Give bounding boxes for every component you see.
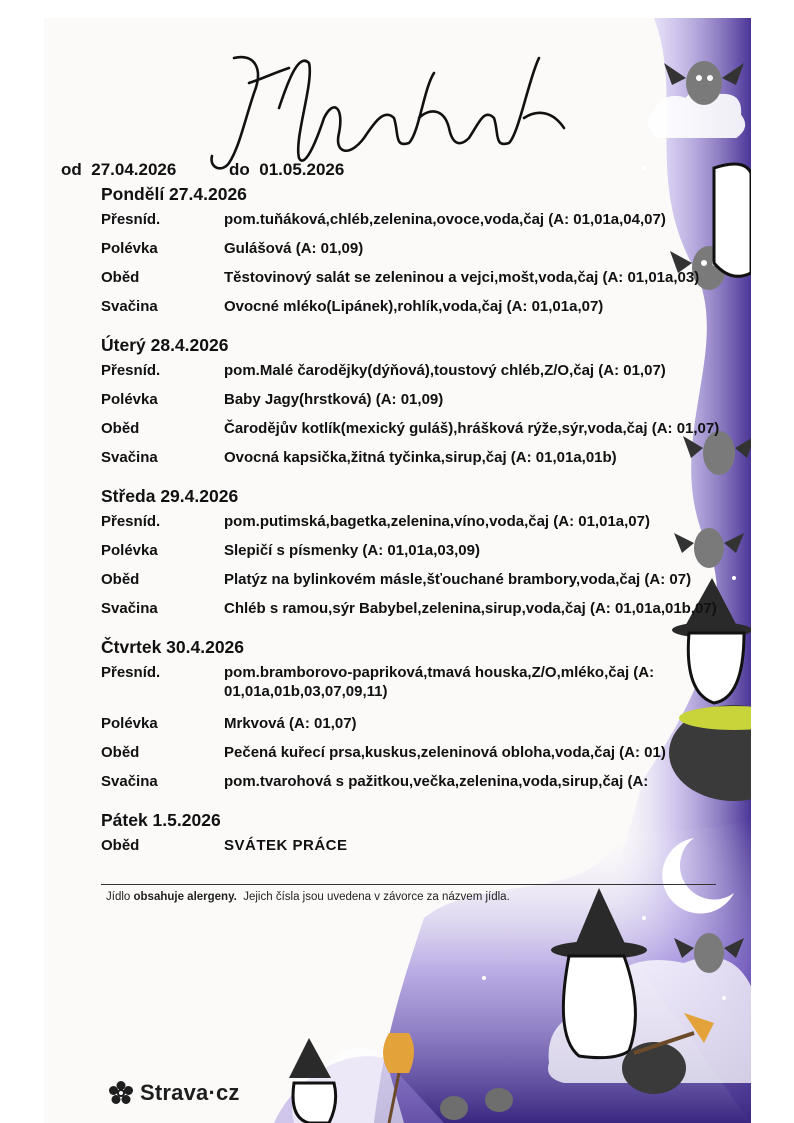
footnote-bold: obsahuje alergeny. <box>133 891 237 903</box>
from-date: 27.04.2026 <box>91 160 177 179</box>
day-title-tuesday: Úterý 28.4.2026 <box>101 335 229 355</box>
meal-text: Slepičí s písmenky (A: 01,01a,03,09) <box>224 542 480 559</box>
meal-text: pom.bramborovo-papriková,tmavá houska,Z/O,mléko,čaj (A: 01,01a,01b,03,07,09,11) <box>224 664 655 700</box>
meal-label: Polévka <box>101 240 158 257</box>
meal-label: Polévka <box>101 391 158 408</box>
flower-icon <box>108 1080 134 1106</box>
meal-label: Svačina <box>101 298 158 315</box>
footnote-rest: Jejich čísla jsou uvedena v závorce za názvem jídla. <box>243 891 510 903</box>
meal-label: Svačina <box>101 449 158 466</box>
meal-label: Svačina <box>101 600 158 617</box>
meal-text: Pečená kuřecí prsa,kuskus,zeleninová obloha,voda,čaj (A: 01) <box>224 744 666 761</box>
to-date: 01.05.2026 <box>259 160 345 179</box>
meal-text: Čarodějův kotlík(mexický guláš),hrášková rýže,sýr,voda,čaj (A: 01,07) <box>224 420 720 437</box>
meal-text: Gulášová (A: 01,09) <box>224 240 364 257</box>
footnote-lead: Jídlo <box>106 891 131 903</box>
brand-name: Strava·cz <box>140 1080 240 1105</box>
day-title-friday: Pátek 1.5.2026 <box>101 810 221 830</box>
meal-label: Polévka <box>101 542 158 559</box>
date-range <box>61 160 176 180</box>
meal-label: Oběd <box>101 744 140 761</box>
meal-text: Ovocné mléko(Lipánek),rohlík,voda,čaj (A: 01,01a,07) <box>224 298 604 315</box>
allergen-footnote <box>106 891 510 903</box>
strava-logo <box>108 1080 240 1106</box>
menu-sheet <box>44 18 751 1123</box>
to-label: do <box>229 160 250 179</box>
meal-label: Přesníd. <box>101 211 161 228</box>
meal-label: Oběd <box>101 571 140 588</box>
meal-text: Mrkvová (A: 01,07) <box>224 715 357 732</box>
meal-label: Svačina <box>101 773 158 790</box>
meal-label: Přesníd. <box>101 513 161 530</box>
footnote-divider <box>101 884 716 885</box>
meal-label: Oběd <box>101 269 140 286</box>
meal-text: Chléb s ramou,sýr Babybel,zelenina,sirup,voda,čaj (A: 01,01a,01b,07) <box>224 600 717 617</box>
meal-text: pom.tvarohová s pažitkou,večka,zelenina,voda,sirup,čaj (A: <box>224 773 649 790</box>
meal-label: Oběd <box>101 837 140 854</box>
meal-text: pom.tuňáková,chléb,zelenina,ovoce,voda,čaj (A: 01,01a,04,07) <box>224 211 666 228</box>
date-range-to <box>229 160 344 180</box>
title-script-text: Jídelníček <box>194 38 199 39</box>
day-title-monday: Pondělí 27.4.2026 <box>101 184 247 204</box>
meal-label: Přesníd. <box>101 362 161 379</box>
meal-text: SVÁTEK PRÁCE <box>224 837 348 854</box>
day-title-thursday: Čtvrtek 30.4.2026 <box>101 637 245 657</box>
day-title-wednesday: Středa 29.4.2026 <box>101 486 239 506</box>
meal-text: Baby Jagy(hrstková) (A: 01,09) <box>224 391 444 408</box>
meal-text: Ovocná kapsička,žitná tyčinka,sirup,čaj (A: 01,01a,01b) <box>224 449 617 466</box>
meal-text: pom.putimská,bagetka,zelenina,víno,voda,čaj (A: 01,01a,07) <box>224 513 650 530</box>
meal-text: pom.Malé čarodějky(dýňová),toustový chléb,Z/O,čaj (A: 01,07) <box>224 362 666 379</box>
meal-label: Oběd <box>101 420 140 437</box>
meal-label: Polévka <box>101 715 158 732</box>
meal-label: Přesníd. <box>101 664 161 681</box>
from-label: od <box>61 160 82 179</box>
meal-text: Těstovinový salát se zeleninou a vejci,mošt,voda,čaj (A: 01,01a,03) <box>224 269 700 286</box>
meal-text: Platýz na bylinkovém másle,šťouchané brambory,voda,čaj (A: 07) <box>224 571 692 588</box>
